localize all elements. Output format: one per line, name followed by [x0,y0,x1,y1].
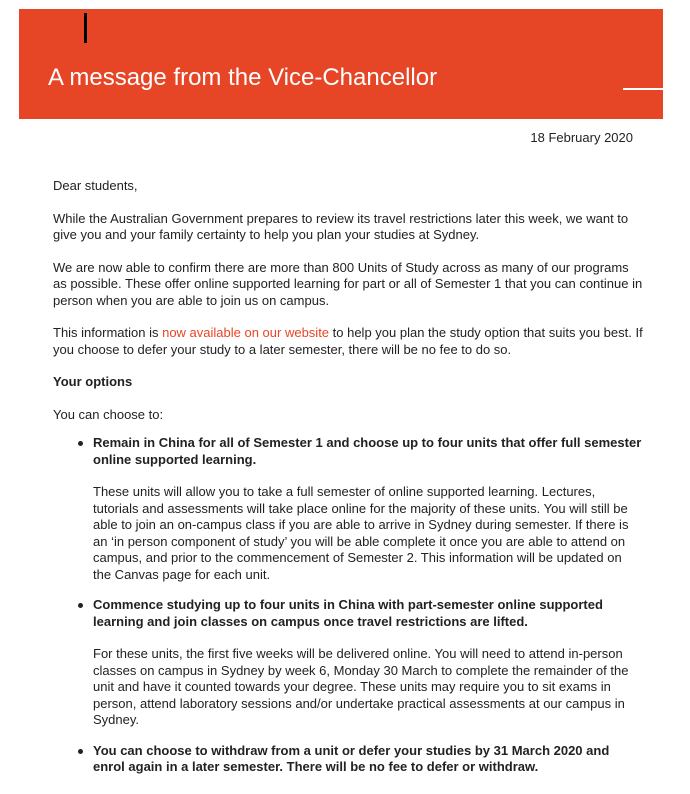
option-body: These units will allow you to take a full semester of online supported learning. Lectures, tutorials and assessments will take place online for the majority of these units. You will still be able to join an on-campus class if you are able to arrive in Sydney during semester. If there is an ‘in person component of study’ you will be able complete it once you are able to attend on campus, and prior to the commencement of Semester 2. This information will be updated on the Canvas page for each unit. [93,484,629,582]
header-banner [19,9,663,119]
paragraph-info-pre: This information is [53,325,163,340]
list-item [93,435,643,583]
greeting: Dear students, [53,178,138,193]
banner-accent-line [623,88,663,90]
bullet-icon [78,441,83,446]
choose-intro: You can choose to: [53,406,164,422]
option-body: For these units, the first five weeks will be delivered online. You will need to attend in-person classes on campus in Sydney by week 6, Monday 30 March to complete the remainder of the unit and have it counted towards your degree. These units may require you to sit exams in person, attend laboratory sessions and/or undertake practical assessments at our campus in Sydney. [93,646,629,727]
bullet-icon [78,603,83,608]
message-body [53,178,643,792]
banner-tick-mark [84,13,87,43]
options-heading: Your options [53,374,133,389]
option-title: Remain in China for all of Semester 1 and choose up to four units that offer full semester online supported learning. [93,435,642,467]
paragraph-travel: While the Australian Government prepares to review its travel restrictions later this week, we want to give you and your family certainty to help you plan your studies at Sydney. [53,210,629,242]
options-list [53,435,643,776]
bullet-icon [78,749,83,754]
message-date: 18 February 2020 [530,130,633,145]
page-title: A message from the Vice-Chancellor [48,64,438,91]
list-item [93,743,643,776]
website-link[interactable]: now available on our website [162,325,330,340]
paragraph-units: We are now able to confirm there are more than 800 Units of Study across as many of our programs as possible. These offer online supported learning for part or all of Semester 1 that you can continue in person when you are able to join us on campus. [53,259,643,308]
list-item [93,597,643,729]
option-title: You can choose to withdraw from a unit or defer your studies by 31 March 2020 and enrol again in a later semester. There will be no fee to defer or withdraw. [93,742,610,774]
paragraph-info-post: to help you plan the study option that suits you best. If you choose to defer your study to a later semester, there will be no fee to do so. [53,325,643,357]
option-title: Commence studying up to four units in China with part-semester online supported learning and join classes on campus once travel restrictions are lifted. [93,597,603,629]
paragraph-info [53,325,643,358]
